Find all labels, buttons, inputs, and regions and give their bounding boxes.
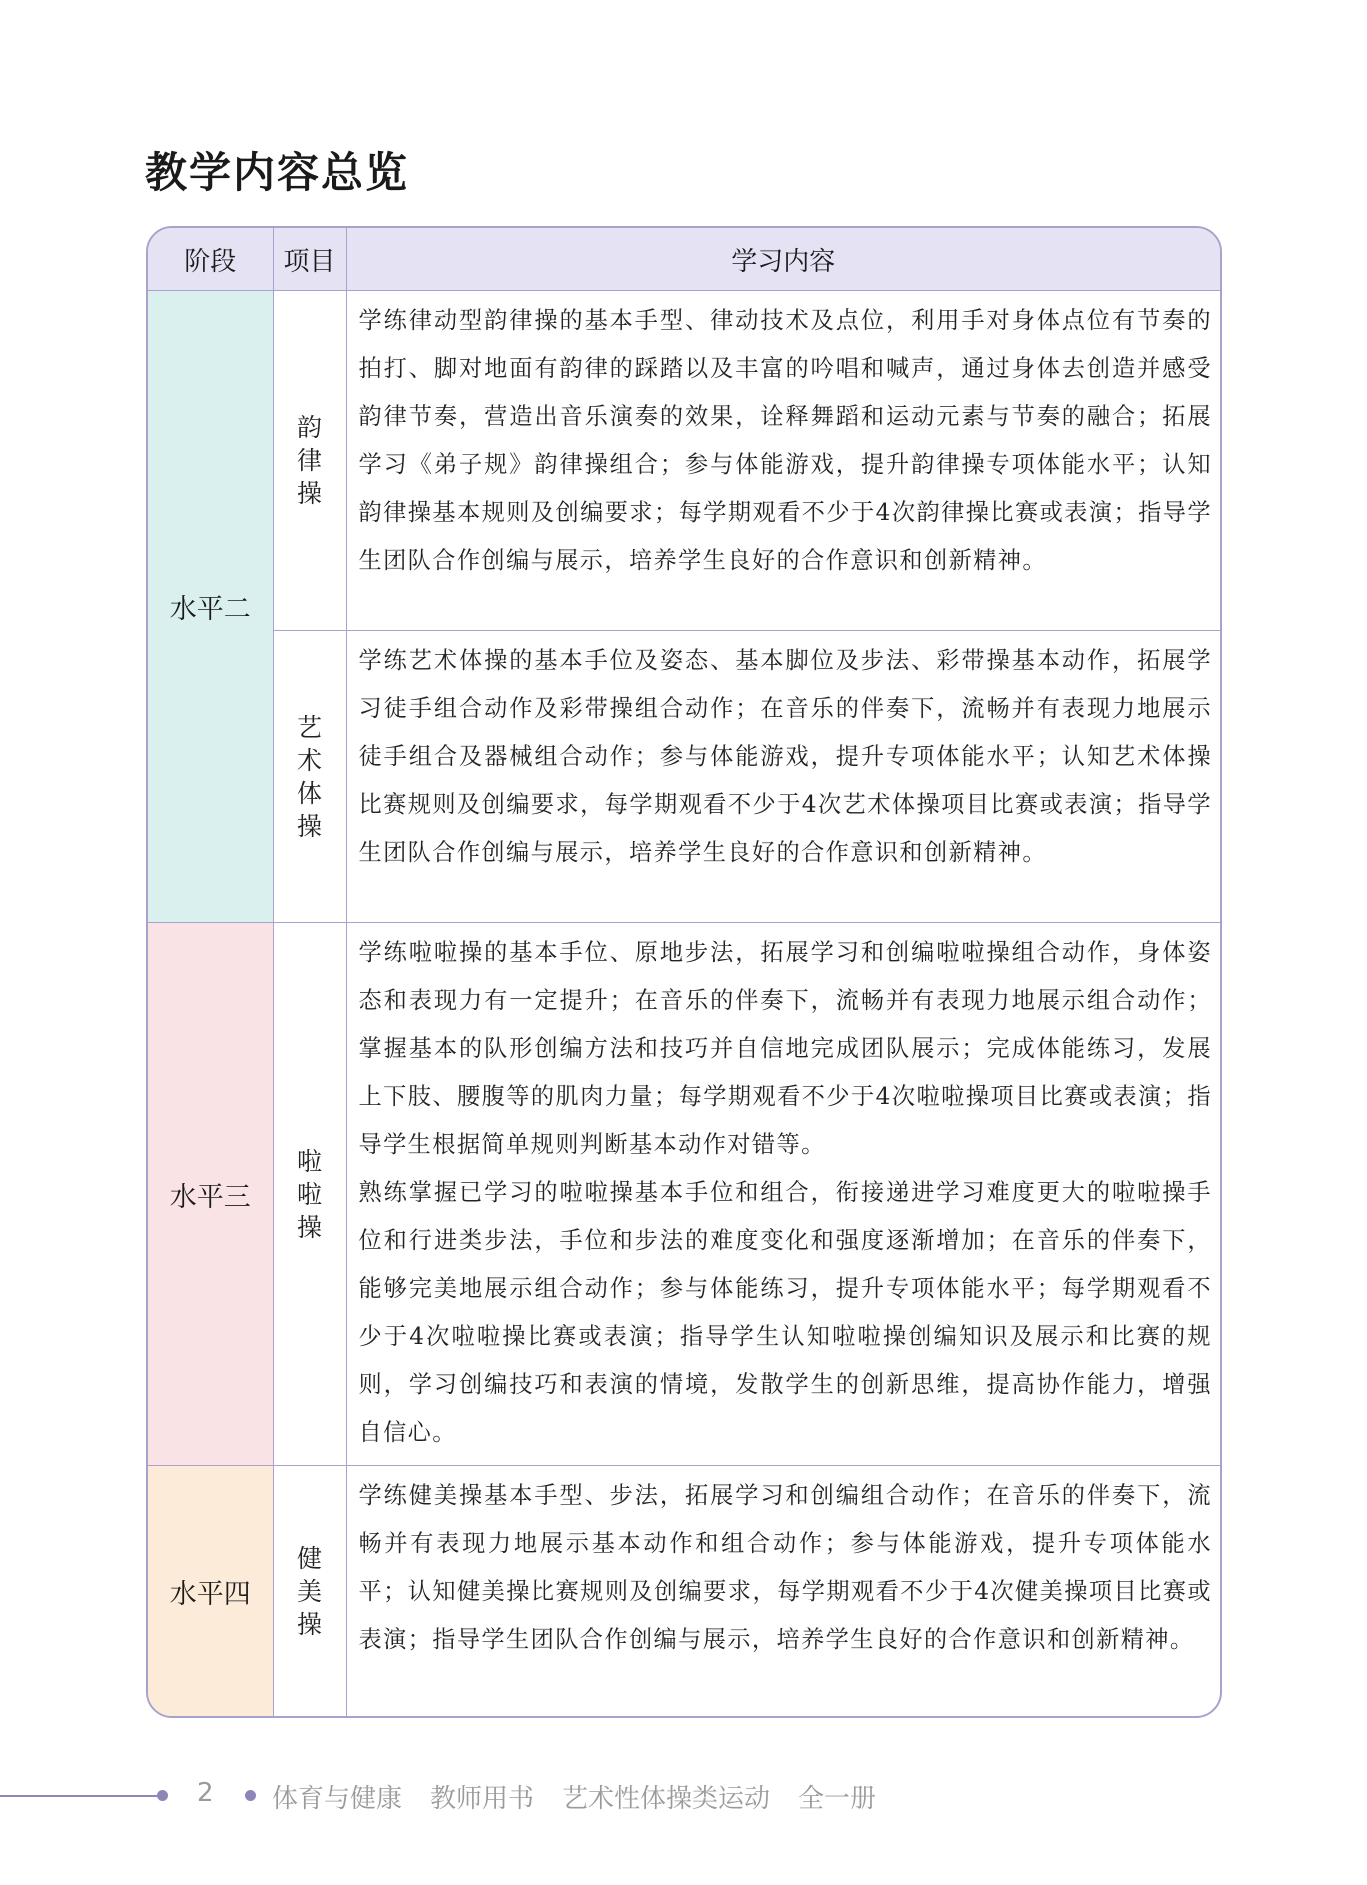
stage-cell (148, 1466, 273, 1717)
header-stage: 阶段 (148, 228, 273, 291)
project-label: 韵律操 (296, 413, 322, 508)
table-row (148, 923, 1220, 1466)
table-header-row (148, 228, 1220, 291)
project-cell (273, 631, 346, 923)
content-paragraph: 熟练掌握已学习的啦啦操基本手位和组合，衔接递进学习难度更大的啦啦操手位和行进类步法，手位和步法的难度变化和强度逐渐增加；在音乐的伴奏下，能够完美地展示组合动作；参与体能练习，提升专项体能水平；每学期观看不少于4次啦啦操比赛或表演；指导学生认知啦啦操创编知识及展示和比赛的规则，学习创编技巧和表演的情境，发散学生的创新思维，提高协作能力，增强自信心。 (358, 1179, 1212, 1446)
project-label: 啦啦操 (296, 1146, 322, 1242)
page-footer (0, 1776, 1367, 1816)
content-cell (346, 631, 1220, 923)
content-paragraph: 学练律动型韵律操的基本手型、律动技术及点位，利用手对身体点位有节奏的拍打、脚对地面有韵律的踩踏以及丰富的吟唱和喊声，通过身体去创造并感受韵律节奏，营造出音乐演奏的效果，诠释舞蹈和运动元素与节奏的融合；拓展学习《弟子规》韵律操组合；参与体能游戏，提升韵律操专项体能水平；认知韵律操基本规则及创编要求；每学期观看不少于4次韵律操比赛或表演；指导学生团队合作创编与展示，培养学生良好的合作意识和创新精神。 (358, 307, 1212, 574)
table-row (148, 291, 1220, 631)
content-overview-table (146, 226, 1222, 1718)
stage-label: 水平四 (169, 1578, 251, 1610)
stage-label: 水平二 (169, 594, 251, 625)
stage-cell (148, 923, 273, 1466)
project-cell (273, 1466, 346, 1717)
content-paragraph: 学练啦啦操的基本手位、原地步法，拓展学习和创编啦啦操组合动作，身体姿态和表现力有一定提升；在音乐的伴奏下，流畅并有表现力地展示组合动作；掌握基本的队形创编方法和技巧并自信地完成团队展示；完成体能练习，发展上下肢、腰腹等的肌肉力量；每学期观看不少于4次啦啦操项目比赛或表演；指导学生根据简单规则判断基本动作对错等。 (358, 939, 1212, 1158)
footer-dot-icon (157, 1790, 168, 1801)
content-cell (346, 291, 1220, 631)
project-cell (273, 923, 346, 1466)
footer-book-type: 教师用书 (430, 1784, 535, 1814)
content-paragraph: 学练健美操基本手型、步法，拓展学习和创编组合动作；在音乐的伴奏下，流畅并有表现力地展示基本动作和组合动作；参与体能游戏，提升专项体能水平；认知健美操比赛规则及创编要求，每学期观看不少于4次健美操项目比赛或表演；指导学生团队合作创编与展示，培养学生良好的合作意识和创新精神。 (358, 1482, 1212, 1653)
table-row (148, 1466, 1220, 1717)
footer-dot-icon (245, 1790, 256, 1801)
stage-label: 水平三 (169, 1181, 251, 1213)
page-title: 教学内容总览 (145, 148, 410, 197)
content-paragraph: 学练艺术体操的基本手位及姿态、基本脚位及步法、彩带操基本动作，拓展学习徒手组合动作及彩带操组合动作；在音乐的伴奏下，流畅并有表现力地展示徒手组合及器械组合动作；参与体能游戏，提升专项体能水平；认知艺术体操比赛规则及创编要求，每学期观看不少于4次艺术体操项目比赛或表演；指导学生团队合作创编与展示，培养学生良好的合作意识和创新精神。 (358, 647, 1212, 866)
footer-rule (0, 1795, 160, 1797)
footer-volume: 全一册 (798, 1784, 877, 1814)
content-cell (346, 1466, 1220, 1717)
table-row (148, 631, 1220, 923)
footer-book-title: 体育与健康 (272, 1784, 403, 1814)
stage-cell (148, 291, 273, 923)
page-number: 2 (197, 1778, 214, 1808)
project-label: 艺术体操 (296, 712, 322, 841)
content-cell (346, 923, 1220, 1466)
footer-category: 艺术性体操类运动 (562, 1784, 771, 1814)
project-cell (273, 291, 346, 631)
header-project: 项目 (273, 228, 346, 291)
project-label: 健美操 (296, 1543, 322, 1639)
header-content: 学习内容 (346, 228, 1220, 291)
